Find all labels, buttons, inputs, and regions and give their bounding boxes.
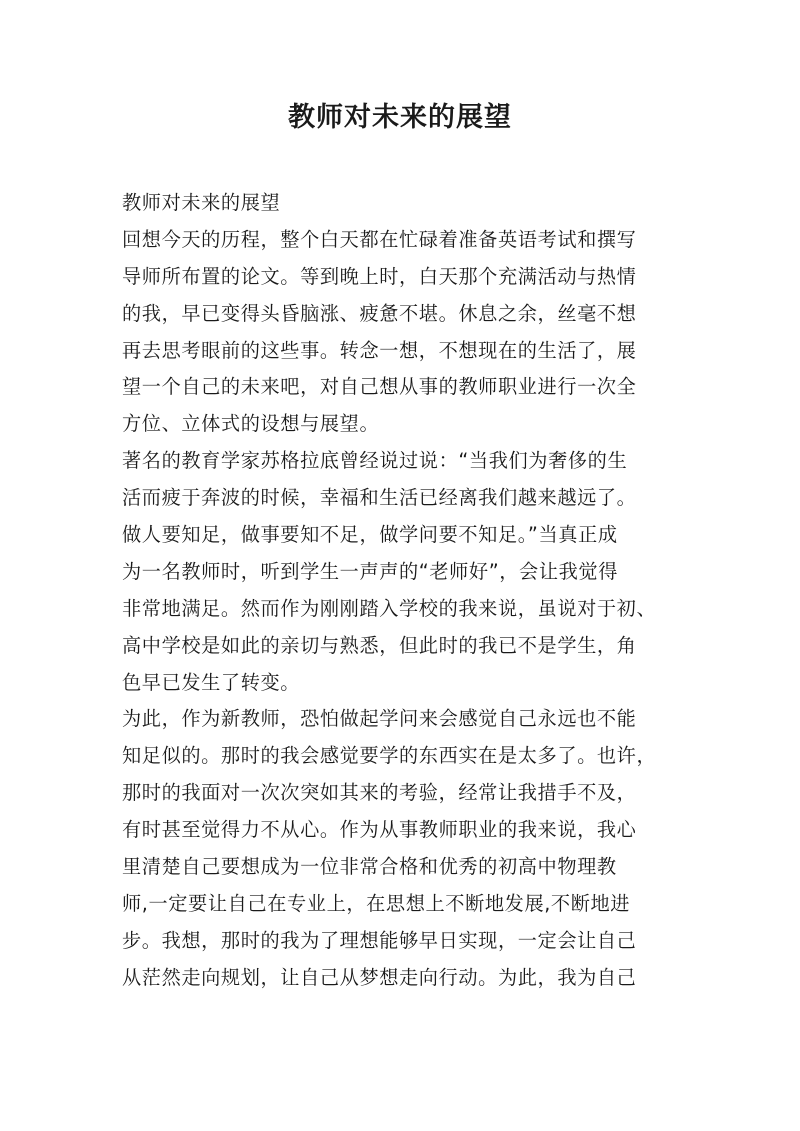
text-line: 的我，早已变得头昏脑涨、疲惫不堪。休息之余，丝毫不想	[122, 301, 637, 325]
text-line: 步。我想，那时的我为了理想能够早日实现，一定会让自己	[122, 928, 637, 952]
text-line: 高中学校是如此的亲切与熟悉，但此时的我已不是学生，角	[122, 633, 637, 657]
document-body	[122, 185, 697, 997]
text-line: 那时的我面对一次次突如其来的考验，经常让我措手不及，	[122, 781, 637, 805]
text-line: 有时甚至觉得力不从心。作为从事教师职业的我来说，我心	[122, 818, 637, 842]
text-line: 色早已发生了转变。	[122, 670, 301, 694]
text-line: 做人要知足，做事要知不足，做学问要不知足。”当真正成	[122, 523, 618, 547]
text-line: 为此，作为新教师，恐怕做起学问来会感觉自己永远也不能	[122, 707, 637, 731]
text-line: 望一个自己的未来吧，对自己想从事的教师职业进行一次全	[122, 375, 637, 399]
text-line: 知足似的。那时的我会感觉要学的东西实在是太多了。也许，	[122, 744, 657, 768]
text-line: 为一名教师时，听到学生一声声的“老师好”，会让我觉得	[122, 559, 618, 583]
text-line: 里清楚自己要想成为一位非常合格和优秀的初高中物理教	[122, 855, 617, 879]
text-line: 非常地满足。然而作为刚刚踏入学校的我来说，虽说对于初、	[122, 596, 657, 620]
text-line: 教师对未来的展望	[122, 191, 281, 214]
text-line: 活而疲于奔波的时候，幸福和生活已经离我们越来越远了。	[122, 486, 637, 510]
document-title: 教师对未来的展望	[288, 102, 512, 133]
text-line: 回想今天的历程，整个白天都在忙碌着准备英语考试和撰写	[122, 227, 637, 251]
text-line: 师,一定要让自己在专业上，在思想上不断地发展,不断地进	[122, 891, 631, 915]
text-line: 导师所布置的论文。等到晚上时，白天那个充满活动与热情	[122, 264, 637, 288]
text-line: 从茫然走向规划，让自己从梦想走向行动。为此，我为自己	[122, 965, 637, 989]
text-line: 方位、立体式的设想与展望。	[122, 412, 380, 436]
text-line: 著名的教育学家苏格拉底曾经说过说：“当我们为奢侈的生	[122, 449, 628, 473]
text-line: 再去思考眼前的这些事。转念一想，不想现在的生活了，展	[122, 338, 637, 362]
